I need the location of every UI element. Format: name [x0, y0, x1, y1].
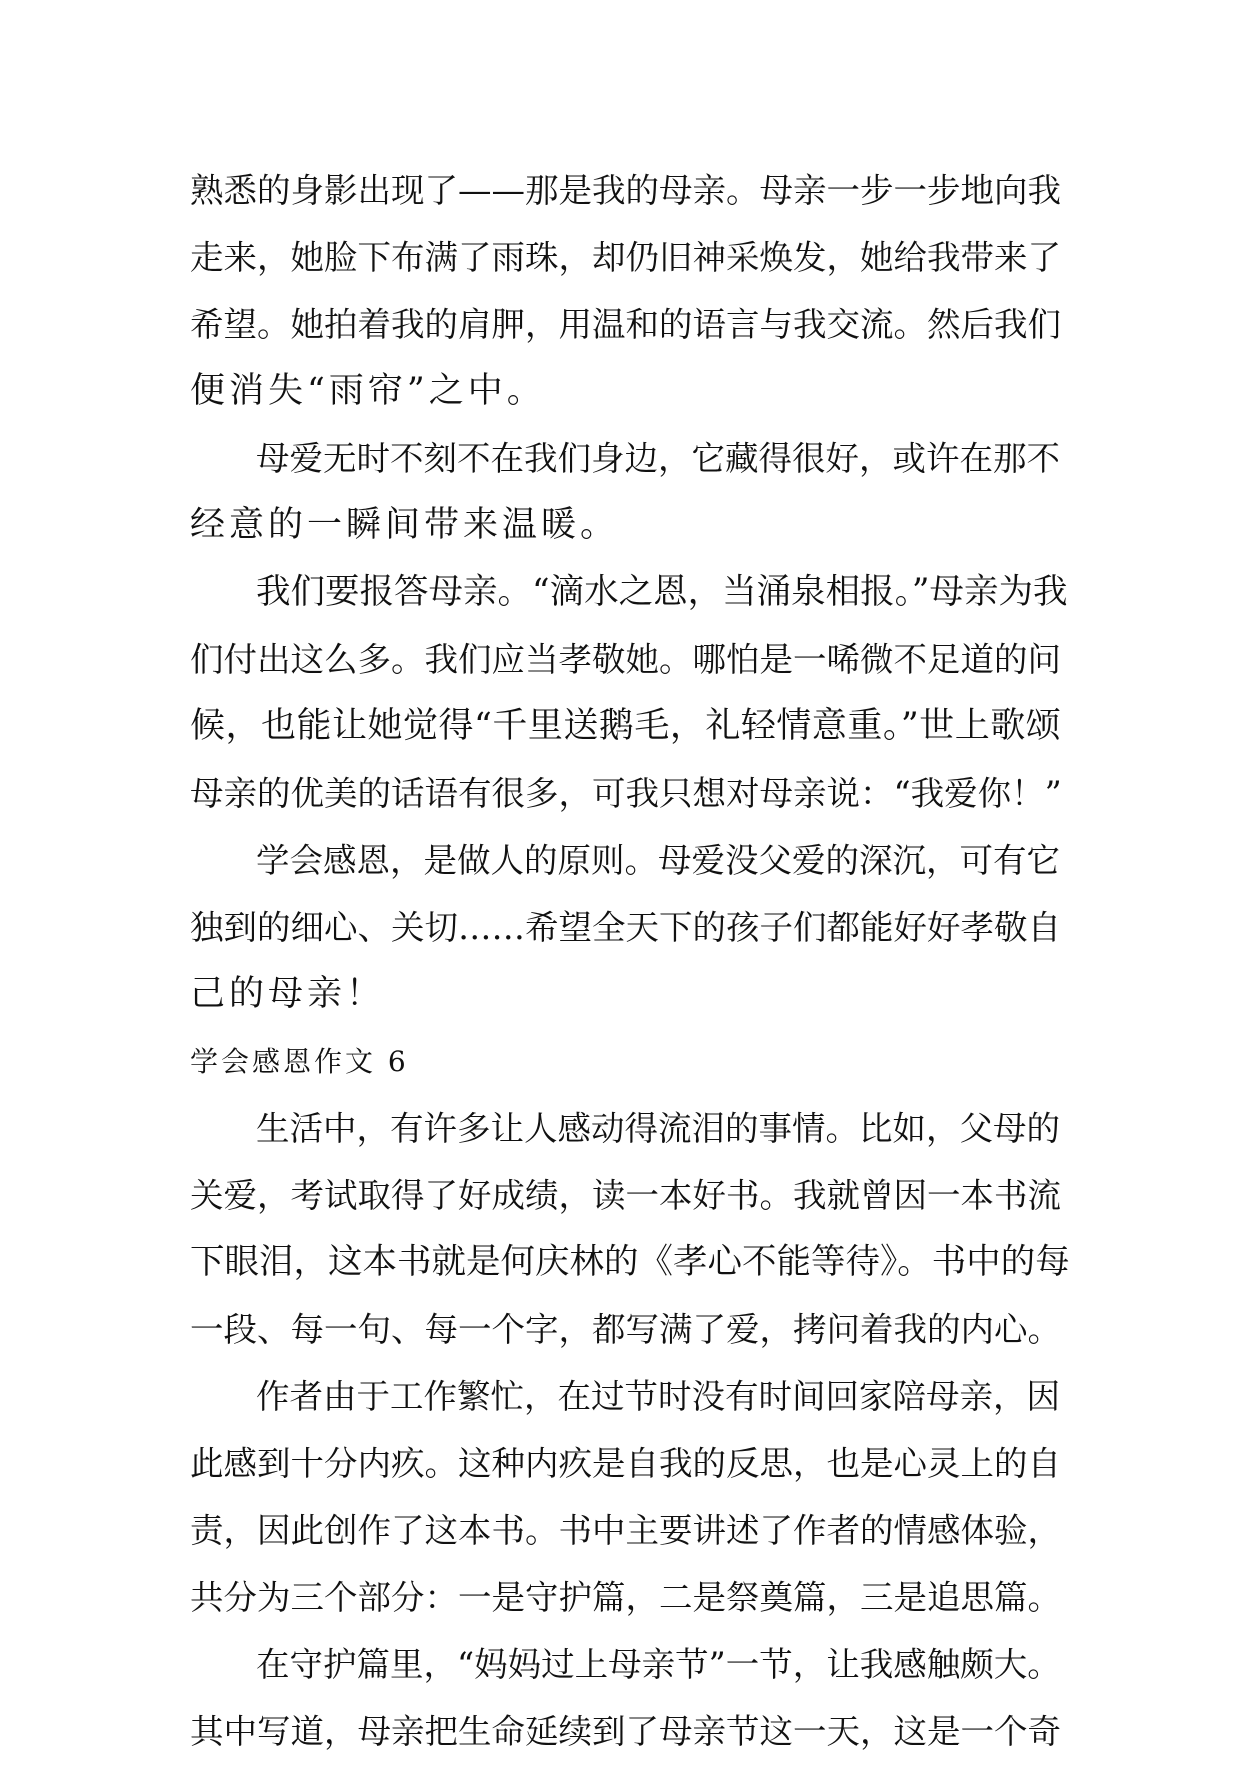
text-line: 其中写道，母亲把生命延续到了母亲节这一天，这是一个奇 — [190, 1712, 1061, 1751]
text-line: 便消失“雨帘”之中。 — [190, 371, 546, 411]
section-heading: 学会感恩作文 6 — [190, 1045, 409, 1078]
text-line: 责，因此创作了这本书。书中主要讲述了作者的情感体验， — [190, 1511, 1061, 1550]
paragraph-first-line: 作者由于工作繁忙，在过节时没有时间回家陪母亲，因 — [256, 1377, 1060, 1416]
text-line: 己的母亲！ — [190, 974, 386, 1014]
text-line: 走来，她脸下布满了雨珠，却仍旧神采焕发，她给我带来了 — [190, 238, 1061, 277]
text-line: 关爱，考试取得了好成绩，读一本好书。我就曾因一本书流 — [190, 1176, 1061, 1215]
text-line: 下眼泪，这本书就是何庆林的《孝心不能等待》。书中的每 — [190, 1242, 1070, 1282]
paragraph-first-line: 生活中，有许多让人感动得流泪的事情。比如，父母的 — [256, 1109, 1060, 1148]
text-line: 候，也能让她觉得“千里送鹅毛，礼轻情意重。”世上歌颂 — [190, 706, 1062, 746]
paragraph-first-line: 在守护篇里，“妈妈过上母亲节”一节，让我感触颇大。 — [256, 1645, 1061, 1684]
text-line: 母亲的优美的话语有很多，可我只想对母亲说：“我爱你！” — [190, 774, 1062, 813]
text-line: 希望。她拍着我的肩胛，用温和的语言与我交流。然后我们 — [190, 305, 1061, 344]
text-line: 们付出这么多。我们应当孝敬她。哪怕是一唏微不足道的问 — [190, 640, 1061, 679]
text-line: 共分为三个部分：一是守护篇，二是祭奠篇，三是追思篇。 — [190, 1578, 1061, 1617]
document-body — [190, 157, 1070, 1765]
text-line: 经意的一瞬间带来温暖。 — [190, 505, 620, 545]
paragraph-first-line: 母爱无时不刻不在我们身边，它藏得很好，或许在那不 — [256, 439, 1060, 478]
text-line: 此感到十分内疚。这种内疚是自我的反思，也是心灵上的自 — [190, 1444, 1061, 1483]
paragraph-first-line: 学会感恩，是做人的原则。母爱没父爱的深沉，可有它 — [256, 841, 1060, 880]
text-line: 一段、每一句、每一个字，都写满了爱，拷问着我的内心。 — [190, 1310, 1061, 1349]
paragraph-first-line: 我们要报答母亲。“滴水之恩，当涌泉相报。”母亲为我 — [256, 572, 1068, 612]
text-line: 独到的细心、关切……希望全天下的孩子们都能好好孝敬自 — [190, 908, 1061, 947]
text-line: 熟悉的身影出现了——那是我的母亲。母亲一步一步地向我 — [190, 171, 1061, 210]
